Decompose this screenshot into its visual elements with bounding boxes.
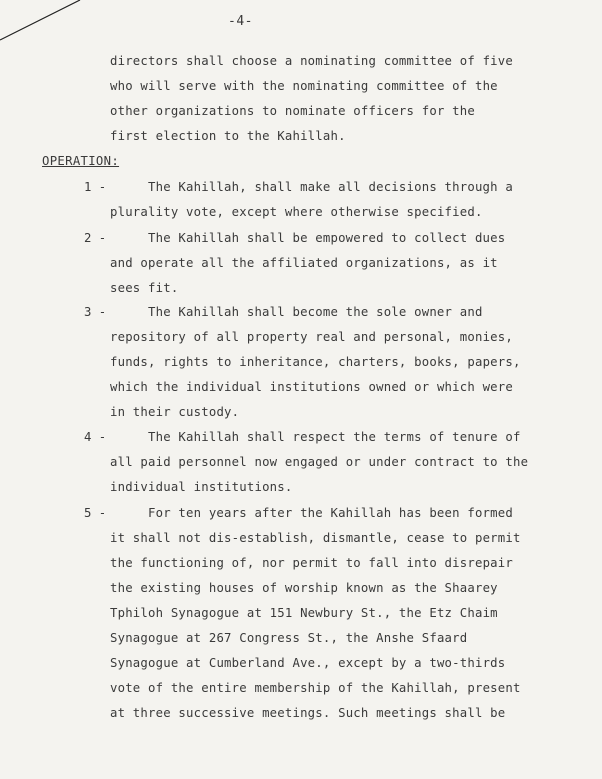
item-line: which the individual institutions owned or which were (110, 380, 513, 394)
item-line: The Kahillah shall become the sole owner and (148, 305, 483, 319)
item-line: Synagogue at Cumberland Ave., except by a two-thirds (110, 656, 506, 670)
item-number: 5 - (84, 506, 107, 520)
item-line: individual institutions. (110, 480, 293, 494)
intro-line: other organizations to nominate officers for the (110, 104, 475, 118)
item-line: it shall not dis-establish, dismantle, cease to permit (110, 531, 521, 545)
item-line: and operate all the affiliated organizations, as it (110, 256, 498, 270)
item-line: funds, rights to inheritance, charters, books, papers, (110, 355, 521, 369)
item-line: The Kahillah shall respect the terms of tenure of (148, 430, 521, 444)
section-heading: OPERATION: (42, 154, 120, 168)
item-line: repository of all property real and personal, monies, (110, 330, 513, 344)
item-line: sees fit. (110, 281, 179, 295)
page-number: -4- (228, 14, 253, 29)
item-number: 4 - (84, 430, 107, 444)
item-line: For ten years after the Kahillah has been formed (148, 506, 513, 520)
item-line: in their custody. (110, 405, 240, 419)
intro-line: first election to the Kahillah. (110, 129, 346, 143)
item-line: the existing houses of worship known as the Shaarey (110, 581, 498, 595)
item-line: Tphiloh Synagogue at 151 Newbury St., the Etz Chaim (110, 606, 498, 620)
item-line: the functioning of, nor permit to fall into disrepair (110, 556, 513, 570)
item-number: 2 - (84, 231, 107, 245)
item-line: The Kahillah shall be empowered to collect dues (148, 231, 506, 245)
item-line: at three successive meetings. Such meetings shall be (110, 706, 506, 720)
item-line: The Kahillah, shall make all decisions through a (148, 180, 513, 194)
intro-line: directors shall choose a nominating committee of five (110, 54, 513, 68)
item-line: Synagogue at 267 Congress St., the Anshe Sfaard (110, 631, 468, 645)
item-line: all paid personnel now engaged or under contract to the (110, 455, 529, 469)
item-line: plurality vote, except where otherwise specified. (110, 205, 483, 219)
intro-line: who will serve with the nominating committee of the (110, 79, 498, 93)
item-line: vote of the entire membership of the Kahillah, present (110, 681, 521, 695)
item-number: 1 - (84, 180, 107, 194)
item-number: 3 - (84, 305, 107, 319)
